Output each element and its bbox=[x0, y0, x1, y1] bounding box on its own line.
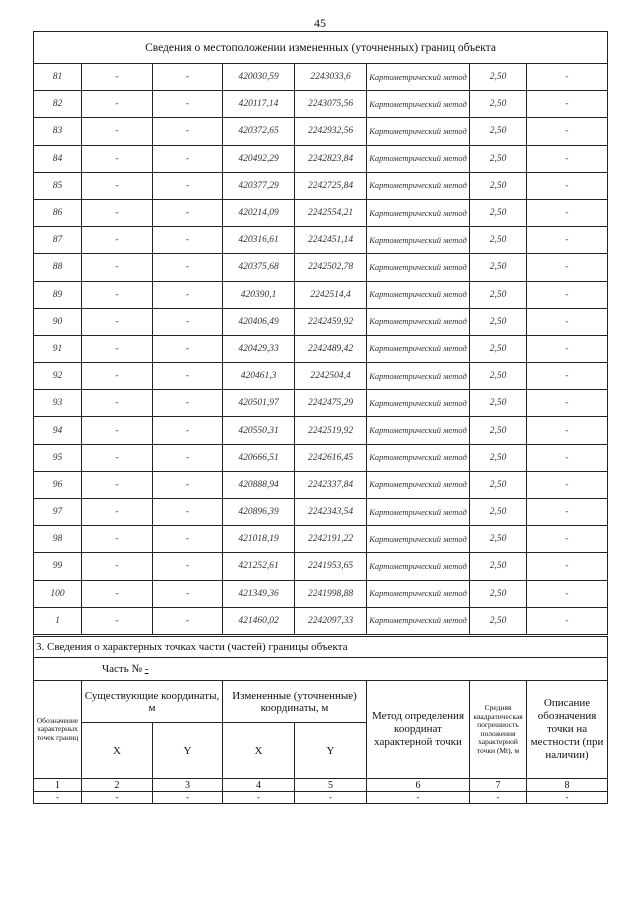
cell-changed-x: 420896,39 bbox=[223, 499, 295, 526]
header-changed-coords: Измененные (уточненные) координаты, м bbox=[223, 681, 367, 723]
cell-mt-error: 2,50 bbox=[470, 64, 527, 91]
cell-method: Картометрический метод bbox=[367, 254, 470, 281]
cell-point-number: 88 bbox=[34, 254, 82, 281]
empty-cell: - bbox=[34, 792, 82, 804]
cell-changed-x: 420372,65 bbox=[223, 118, 295, 145]
cell-existing-x: - bbox=[82, 444, 153, 471]
cell-method: Картометрический метод bbox=[367, 64, 470, 91]
cell-point-number: 87 bbox=[34, 227, 82, 254]
cell-changed-x: 420461,3 bbox=[223, 363, 295, 390]
section-3-title: 3. Сведения о характерных точках части (частей) границы объекта bbox=[34, 637, 608, 658]
cell-description: - bbox=[527, 526, 608, 553]
cell-mt-error: 2,50 bbox=[470, 607, 527, 634]
cell-description: - bbox=[527, 281, 608, 308]
cell-description: - bbox=[527, 471, 608, 498]
section-title: Сведения о местоположении измененных (уточненных) границ объекта bbox=[34, 32, 608, 64]
empty-cell: - bbox=[82, 792, 153, 804]
cell-existing-y: - bbox=[153, 607, 223, 634]
header-existing-x: X bbox=[82, 723, 153, 779]
cell-changed-x: 421018,19 bbox=[223, 526, 295, 553]
cell-existing-y: - bbox=[153, 199, 223, 226]
cell-point-number: 86 bbox=[34, 199, 82, 226]
cell-point-number: 98 bbox=[34, 526, 82, 553]
cell-mt-error: 2,50 bbox=[470, 227, 527, 254]
cell-changed-x: 421349,36 bbox=[223, 580, 295, 607]
table-row bbox=[34, 172, 608, 199]
cell-method: Картометрический метод bbox=[367, 91, 470, 118]
cell-existing-y: - bbox=[153, 417, 223, 444]
cell-mt-error: 2,50 bbox=[470, 118, 527, 145]
table-row bbox=[34, 335, 608, 362]
cell-existing-x: - bbox=[82, 335, 153, 362]
cell-changed-x: 420030,59 bbox=[223, 64, 295, 91]
table-row bbox=[34, 118, 608, 145]
cell-method: Картометрический метод bbox=[367, 553, 470, 580]
cell-description: - bbox=[527, 172, 608, 199]
cell-existing-x: - bbox=[82, 145, 153, 172]
cell-description: - bbox=[527, 553, 608, 580]
cell-mt-error: 2,50 bbox=[470, 254, 527, 281]
cell-changed-y: 2242823,84 bbox=[295, 145, 367, 172]
header-existing-coords: Существующие координаты, м bbox=[82, 681, 223, 723]
cell-existing-y: - bbox=[153, 390, 223, 417]
cell-existing-x: - bbox=[82, 281, 153, 308]
cell-description: - bbox=[527, 444, 608, 471]
cell-point-number: 96 bbox=[34, 471, 82, 498]
cell-changed-y: 2242097,33 bbox=[295, 607, 367, 634]
cell-existing-x: - bbox=[82, 471, 153, 498]
cell-mt-error: 2,50 bbox=[470, 580, 527, 607]
cell-changed-x: 420406,49 bbox=[223, 308, 295, 335]
cell-mt-error: 2,50 bbox=[470, 471, 527, 498]
cell-description: - bbox=[527, 145, 608, 172]
column-number: 2 bbox=[82, 779, 153, 792]
cell-changed-y: 2242616,45 bbox=[295, 444, 367, 471]
cell-description: - bbox=[527, 227, 608, 254]
cell-description: - bbox=[527, 199, 608, 226]
cell-changed-x: 420377,29 bbox=[223, 172, 295, 199]
cell-point-number: 89 bbox=[34, 281, 82, 308]
cell-existing-x: - bbox=[82, 526, 153, 553]
table-row bbox=[34, 553, 608, 580]
cell-existing-x: - bbox=[82, 64, 153, 91]
cell-point-number: 94 bbox=[34, 417, 82, 444]
cell-point-number: 93 bbox=[34, 390, 82, 417]
cell-changed-y: 2243033,6 bbox=[295, 64, 367, 91]
table-row bbox=[34, 145, 608, 172]
cell-method: Картометрический метод bbox=[367, 417, 470, 444]
cell-existing-x: - bbox=[82, 417, 153, 444]
column-number: 4 bbox=[223, 779, 295, 792]
column-number: 3 bbox=[153, 779, 223, 792]
cell-description: - bbox=[527, 499, 608, 526]
table-row bbox=[34, 91, 608, 118]
cell-changed-y: 2241998,88 bbox=[295, 580, 367, 607]
part-points-table bbox=[33, 636, 608, 804]
cell-point-number: 90 bbox=[34, 308, 82, 335]
cell-point-number: 84 bbox=[34, 145, 82, 172]
cell-existing-x: - bbox=[82, 118, 153, 145]
cell-changed-y: 2242343,54 bbox=[295, 499, 367, 526]
cell-point-number: 83 bbox=[34, 118, 82, 145]
cell-changed-y: 2242554,21 bbox=[295, 199, 367, 226]
cell-existing-y: - bbox=[153, 254, 223, 281]
cell-point-number: 82 bbox=[34, 91, 82, 118]
table-row bbox=[34, 444, 608, 471]
cell-mt-error: 2,50 bbox=[470, 417, 527, 444]
cell-mt-error: 2,50 bbox=[470, 363, 527, 390]
cell-description: - bbox=[527, 390, 608, 417]
cell-existing-x: - bbox=[82, 363, 153, 390]
cell-point-number: 92 bbox=[34, 363, 82, 390]
cell-existing-x: - bbox=[82, 91, 153, 118]
cell-mt-error: 2,50 bbox=[470, 499, 527, 526]
cell-changed-y: 2242725,84 bbox=[295, 172, 367, 199]
cell-mt-error: 2,50 bbox=[470, 91, 527, 118]
cell-existing-y: - bbox=[153, 335, 223, 362]
cell-changed-x: 420550,31 bbox=[223, 417, 295, 444]
table-row bbox=[34, 471, 608, 498]
cell-existing-x: - bbox=[82, 607, 153, 634]
cell-mt-error: 2,50 bbox=[470, 172, 527, 199]
cell-existing-y: - bbox=[153, 64, 223, 91]
cell-method: Картометрический метод bbox=[367, 199, 470, 226]
cell-changed-y: 2242504,4 bbox=[295, 363, 367, 390]
empty-cell: - bbox=[295, 792, 367, 804]
cell-description: - bbox=[527, 580, 608, 607]
empty-cell: - bbox=[223, 792, 295, 804]
cell-existing-y: - bbox=[153, 363, 223, 390]
table-row bbox=[34, 390, 608, 417]
cell-mt-error: 2,50 bbox=[470, 390, 527, 417]
cell-changed-y: 2242475,29 bbox=[295, 390, 367, 417]
cell-changed-y: 2242489,42 bbox=[295, 335, 367, 362]
cell-changed-x: 420888,94 bbox=[223, 471, 295, 498]
cell-changed-x: 420375,68 bbox=[223, 254, 295, 281]
table-row bbox=[34, 254, 608, 281]
cell-existing-y: - bbox=[153, 281, 223, 308]
cell-changed-y: 2242932,56 bbox=[295, 118, 367, 145]
cell-mt-error: 2,50 bbox=[470, 553, 527, 580]
cell-point-number: 1 bbox=[34, 607, 82, 634]
cell-mt-error: 2,50 bbox=[470, 308, 527, 335]
cell-existing-y: - bbox=[153, 471, 223, 498]
cell-point-number: 97 bbox=[34, 499, 82, 526]
cell-existing-x: - bbox=[82, 172, 153, 199]
column-number: 6 bbox=[367, 779, 470, 792]
cell-changed-y: 2242514,4 bbox=[295, 281, 367, 308]
page-number: 45 bbox=[314, 16, 326, 30]
header-mt: Средняя квадратическая погрешность положения характерной точки (Mt), м bbox=[470, 681, 527, 779]
column-number: 7 bbox=[470, 779, 527, 792]
empty-cell: - bbox=[367, 792, 470, 804]
cell-changed-x: 420501,97 bbox=[223, 390, 295, 417]
cell-method: Картометрический метод bbox=[367, 444, 470, 471]
column-number: 5 bbox=[295, 779, 367, 792]
cell-existing-y: - bbox=[153, 118, 223, 145]
cell-method: Картометрический метод bbox=[367, 308, 470, 335]
cell-method: Картометрический метод bbox=[367, 145, 470, 172]
part-label: Часть № bbox=[102, 663, 142, 675]
cell-mt-error: 2,50 bbox=[470, 199, 527, 226]
cell-method: Картометрический метод bbox=[367, 281, 470, 308]
cell-description: - bbox=[527, 335, 608, 362]
cell-point-number: 91 bbox=[34, 335, 82, 362]
cell-mt-error: 2,50 bbox=[470, 145, 527, 172]
cell-changed-x: 420492,29 bbox=[223, 145, 295, 172]
table-row bbox=[34, 526, 608, 553]
cell-description: - bbox=[527, 363, 608, 390]
header-method: Метод определения координат характерной точки bbox=[367, 681, 470, 779]
table-row bbox=[34, 499, 608, 526]
column-number: 1 bbox=[34, 779, 82, 792]
header-changed-y: Y bbox=[295, 723, 367, 779]
cell-changed-x: 420214,09 bbox=[223, 199, 295, 226]
cell-point-number: 95 bbox=[34, 444, 82, 471]
empty-cell: - bbox=[153, 792, 223, 804]
cell-description: - bbox=[527, 308, 608, 335]
part-value: - bbox=[144, 663, 149, 675]
table-row bbox=[34, 308, 608, 335]
cell-point-number: 85 bbox=[34, 172, 82, 199]
cell-existing-y: - bbox=[153, 499, 223, 526]
cell-existing-x: - bbox=[82, 199, 153, 226]
empty-cell: - bbox=[470, 792, 527, 804]
cell-existing-x: - bbox=[82, 553, 153, 580]
cell-changed-x: 420316,61 bbox=[223, 227, 295, 254]
cell-method: Картометрический метод bbox=[367, 580, 470, 607]
header-changed-x: X bbox=[223, 723, 295, 779]
cell-method: Картометрический метод bbox=[367, 118, 470, 145]
cell-existing-x: - bbox=[82, 254, 153, 281]
cell-description: - bbox=[527, 118, 608, 145]
cell-point-number: 100 bbox=[34, 580, 82, 607]
cell-method: Картометрический метод bbox=[367, 227, 470, 254]
cell-description: - bbox=[527, 91, 608, 118]
empty-cell: - bbox=[527, 792, 608, 804]
cell-existing-y: - bbox=[153, 91, 223, 118]
cell-method: Картометрический метод bbox=[367, 390, 470, 417]
cell-existing-x: - bbox=[82, 227, 153, 254]
table-row bbox=[34, 227, 608, 254]
cell-existing-y: - bbox=[153, 308, 223, 335]
column-number: 8 bbox=[527, 779, 608, 792]
cell-changed-x: 420390,1 bbox=[223, 281, 295, 308]
table-row bbox=[34, 607, 608, 634]
cell-method: Картометрический метод bbox=[367, 172, 470, 199]
cell-method: Картометрический метод bbox=[367, 607, 470, 634]
header-existing-y: Y bbox=[153, 723, 223, 779]
cell-method: Картометрический метод bbox=[367, 335, 470, 362]
cell-mt-error: 2,50 bbox=[470, 335, 527, 362]
cell-changed-y: 2242459,92 bbox=[295, 308, 367, 335]
table-row bbox=[34, 281, 608, 308]
cell-existing-y: - bbox=[153, 227, 223, 254]
cell-existing-y: - bbox=[153, 526, 223, 553]
table-row bbox=[34, 363, 608, 390]
cell-mt-error: 2,50 bbox=[470, 281, 527, 308]
cell-changed-y: 2242337,84 bbox=[295, 471, 367, 498]
cell-changed-y: 2243075,56 bbox=[295, 91, 367, 118]
cell-changed-y: 2242451,14 bbox=[295, 227, 367, 254]
table-row bbox=[34, 580, 608, 607]
cell-changed-y: 2242502,78 bbox=[295, 254, 367, 281]
table-row bbox=[34, 199, 608, 226]
cell-mt-error: 2,50 bbox=[470, 526, 527, 553]
table-row bbox=[34, 64, 608, 91]
cell-existing-x: - bbox=[82, 580, 153, 607]
cell-mt-error: 2,50 bbox=[470, 444, 527, 471]
cell-description: - bbox=[527, 607, 608, 634]
cell-point-number: 99 bbox=[34, 553, 82, 580]
table-row bbox=[34, 417, 608, 444]
cell-existing-y: - bbox=[153, 444, 223, 471]
cell-point-number: 81 bbox=[34, 64, 82, 91]
cell-changed-y: 2242519,92 bbox=[295, 417, 367, 444]
cell-changed-x: 420429,33 bbox=[223, 335, 295, 362]
header-description: Описание обозначения точки на местности (при наличии) bbox=[527, 681, 608, 779]
cell-changed-x: 421252,61 bbox=[223, 553, 295, 580]
cell-method: Картометрический метод bbox=[367, 471, 470, 498]
header-designation: Обозначение характерных точек границ bbox=[34, 681, 82, 779]
cell-changed-x: 421460,02 bbox=[223, 607, 295, 634]
cell-existing-y: - bbox=[153, 172, 223, 199]
cell-existing-x: - bbox=[82, 390, 153, 417]
cell-existing-y: - bbox=[153, 580, 223, 607]
cell-existing-x: - bbox=[82, 308, 153, 335]
cell-changed-x: 420117,14 bbox=[223, 91, 295, 118]
part-number-row bbox=[34, 658, 608, 681]
cell-existing-x: - bbox=[82, 499, 153, 526]
cell-existing-y: - bbox=[153, 145, 223, 172]
cell-method: Картометрический метод bbox=[367, 499, 470, 526]
cell-changed-x: 420666,51 bbox=[223, 444, 295, 471]
cell-description: - bbox=[527, 417, 608, 444]
cell-changed-y: 2242191,22 bbox=[295, 526, 367, 553]
cell-method: Картометрический метод bbox=[367, 363, 470, 390]
cell-changed-y: 2241953,65 bbox=[295, 553, 367, 580]
boundary-points-table bbox=[33, 31, 608, 635]
cell-description: - bbox=[527, 64, 608, 91]
cell-existing-y: - bbox=[153, 553, 223, 580]
cell-description: - bbox=[527, 254, 608, 281]
cell-method: Картометрический метод bbox=[367, 526, 470, 553]
